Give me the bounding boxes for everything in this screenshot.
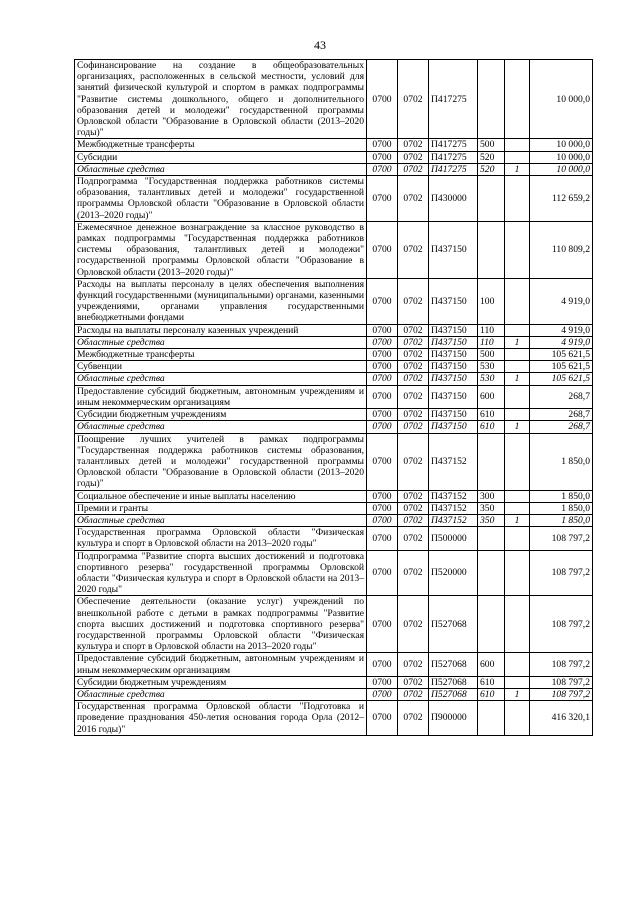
row-section-code: 0700 bbox=[367, 502, 398, 514]
row-subtype bbox=[505, 349, 530, 361]
row-amount: 4 919,0 bbox=[530, 336, 593, 348]
row-subtype bbox=[505, 490, 530, 502]
row-subtype bbox=[505, 433, 530, 490]
row-subtype bbox=[505, 701, 530, 736]
row-section-code: 0700 bbox=[367, 324, 398, 336]
row-amount: 1 850,0 bbox=[530, 514, 593, 526]
row-target-article: П437152 bbox=[429, 433, 478, 490]
row-expense-type bbox=[478, 433, 505, 490]
row-section-code: 0700 bbox=[367, 701, 398, 736]
row-subsection-code: 0702 bbox=[398, 151, 429, 163]
row-expense-type: 610 bbox=[478, 688, 505, 700]
table-row bbox=[75, 701, 593, 736]
row-name: Софинансирование на создание в общеобразовательных организациях, расположенных в сельской местности, условий для занятий физической культурой и спортом в рамках подпрограммы "Развитие системы дошкольного, общего и дополнительного образования детей и молодежи" государственной программы Орловской области "Образование в Орловской области (2013–2020 годы)" bbox=[75, 60, 367, 139]
row-target-article: П437150 bbox=[429, 409, 478, 421]
table-row bbox=[75, 688, 593, 700]
row-name: Подпрограмма "Развитие спорта высших достижений и подготовка спортивного резерва" государственной программы Орловской области "Физическая культура и спорт в Орловской области на 2013–2020 годы" bbox=[75, 550, 367, 596]
row-target-article: П417275 bbox=[429, 139, 478, 151]
budget-table bbox=[74, 59, 593, 736]
row-name: Подпрограмма "Государственная поддержка работников системы образования, талантливых детей и молодежи" государственной программы Орловской области "Образование в Орловской области (2013–2020 годы)" bbox=[75, 176, 367, 222]
row-expense-type: 600 bbox=[478, 653, 505, 676]
row-expense-type: 530 bbox=[478, 373, 505, 385]
page-number: 43 bbox=[314, 38, 326, 52]
row-expense-type: 110 bbox=[478, 336, 505, 348]
row-target-article: П417275 bbox=[429, 60, 478, 139]
row-subtype bbox=[505, 676, 530, 688]
table-row bbox=[75, 676, 593, 688]
row-subsection-code: 0702 bbox=[398, 653, 429, 676]
row-subsection-code: 0702 bbox=[398, 688, 429, 700]
table-row bbox=[75, 596, 593, 653]
row-subtype: 1 bbox=[505, 688, 530, 700]
row-name: Межбюджетные трансферты bbox=[75, 349, 367, 361]
row-subsection-code: 0702 bbox=[398, 596, 429, 653]
row-target-article: П437150 bbox=[429, 361, 478, 373]
row-amount: 1 850,0 bbox=[530, 433, 593, 490]
row-amount: 10 000,0 bbox=[530, 151, 593, 163]
row-target-article: П437152 bbox=[429, 490, 478, 502]
row-name: Государственная программа Орловской области "Подготовка и проведение празднования 450-летия основания города Орла (2012–2016 годы)" bbox=[75, 701, 367, 736]
row-amount: 4 919,0 bbox=[530, 278, 593, 324]
row-amount: 268,7 bbox=[530, 409, 593, 421]
row-target-article: П500000 bbox=[429, 527, 478, 550]
row-target-article: П527068 bbox=[429, 676, 478, 688]
row-expense-type bbox=[478, 60, 505, 139]
row-name: Социальное обеспечение и иные выплаты населению bbox=[75, 490, 367, 502]
row-expense-type: 100 bbox=[478, 278, 505, 324]
table-row bbox=[75, 139, 593, 151]
row-amount: 4 919,0 bbox=[530, 324, 593, 336]
row-subtype bbox=[505, 361, 530, 373]
row-section-code: 0700 bbox=[367, 490, 398, 502]
table-row bbox=[75, 373, 593, 385]
row-subsection-code: 0702 bbox=[398, 701, 429, 736]
row-subsection-code: 0702 bbox=[398, 163, 429, 175]
row-section-code: 0700 bbox=[367, 550, 398, 596]
table-row bbox=[75, 409, 593, 421]
row-section-code: 0700 bbox=[367, 688, 398, 700]
row-expense-type: 610 bbox=[478, 676, 505, 688]
row-target-article: П437150 bbox=[429, 421, 478, 433]
row-amount: 268,7 bbox=[530, 385, 593, 408]
row-expense-type bbox=[478, 550, 505, 596]
row-name: Областные средства bbox=[75, 373, 367, 385]
table-row bbox=[75, 550, 593, 596]
row-section-code: 0700 bbox=[367, 514, 398, 526]
table-row bbox=[75, 176, 593, 222]
row-target-article: П437150 bbox=[429, 373, 478, 385]
table-row bbox=[75, 490, 593, 502]
row-expense-type: 610 bbox=[478, 409, 505, 421]
row-subtype: 1 bbox=[505, 336, 530, 348]
row-target-article: П437152 bbox=[429, 514, 478, 526]
row-section-code: 0700 bbox=[367, 336, 398, 348]
table-row bbox=[75, 60, 593, 139]
row-expense-type: 350 bbox=[478, 502, 505, 514]
row-name: Предоставление субсидий бюджетным, автономным учреждениям и иным некоммерческим организациям bbox=[75, 653, 367, 676]
row-section-code: 0700 bbox=[367, 676, 398, 688]
row-subtype bbox=[505, 139, 530, 151]
row-target-article: П437150 bbox=[429, 221, 478, 278]
table-row bbox=[75, 502, 593, 514]
row-target-article: П527068 bbox=[429, 688, 478, 700]
row-subsection-code: 0702 bbox=[398, 361, 429, 373]
table-row bbox=[75, 527, 593, 550]
row-subsection-code: 0702 bbox=[398, 527, 429, 550]
row-section-code: 0700 bbox=[367, 653, 398, 676]
row-target-article: П437150 bbox=[429, 349, 478, 361]
row-expense-type: 110 bbox=[478, 324, 505, 336]
row-name: Расходы на выплаты персоналу казенных учреждений bbox=[75, 324, 367, 336]
row-expense-type bbox=[478, 527, 505, 550]
row-section-code: 0700 bbox=[367, 139, 398, 151]
row-amount: 1 850,0 bbox=[530, 502, 593, 514]
row-subtype bbox=[505, 324, 530, 336]
row-section-code: 0700 bbox=[367, 151, 398, 163]
row-name: Расходы на выплаты персоналу в целях обеспечения выполнения функций государственными (муниципальными) органами, казенными учреждениями, органами управления государственными внебюджетными фондами bbox=[75, 278, 367, 324]
row-subsection-code: 0702 bbox=[398, 221, 429, 278]
row-expense-type: 520 bbox=[478, 163, 505, 175]
row-subtype bbox=[505, 221, 530, 278]
table-row bbox=[75, 433, 593, 490]
row-expense-type bbox=[478, 176, 505, 222]
row-target-article: П900000 bbox=[429, 701, 478, 736]
row-amount: 10 000,0 bbox=[530, 60, 593, 139]
table-row bbox=[75, 324, 593, 336]
row-section-code: 0700 bbox=[367, 278, 398, 324]
row-section-code: 0700 bbox=[367, 373, 398, 385]
row-section-code: 0700 bbox=[367, 433, 398, 490]
row-subsection-code: 0702 bbox=[398, 676, 429, 688]
table-row bbox=[75, 361, 593, 373]
row-subsection-code: 0702 bbox=[398, 349, 429, 361]
row-subtype bbox=[505, 278, 530, 324]
row-name: Субсидии бюджетным учреждениям bbox=[75, 409, 367, 421]
row-name: Областные средства bbox=[75, 336, 367, 348]
row-subsection-code: 0702 bbox=[398, 336, 429, 348]
row-subtype bbox=[505, 385, 530, 408]
row-subtype: 1 bbox=[505, 514, 530, 526]
row-amount: 1 850,0 bbox=[530, 490, 593, 502]
row-section-code: 0700 bbox=[367, 409, 398, 421]
row-subsection-code: 0702 bbox=[398, 324, 429, 336]
row-expense-type: 600 bbox=[478, 385, 505, 408]
row-target-article: П437152 bbox=[429, 502, 478, 514]
row-subsection-code: 0702 bbox=[398, 60, 429, 139]
row-name: Субсидии bbox=[75, 151, 367, 163]
row-amount: 112 659,2 bbox=[530, 176, 593, 222]
row-section-code: 0700 bbox=[367, 527, 398, 550]
table-row bbox=[75, 221, 593, 278]
row-subtype: 1 bbox=[505, 163, 530, 175]
row-expense-type: 530 bbox=[478, 361, 505, 373]
table-row bbox=[75, 163, 593, 175]
row-subtype bbox=[505, 653, 530, 676]
row-expense-type: 350 bbox=[478, 514, 505, 526]
row-name: Государственная программа Орловской области "Физическая культура и спорт в Орловской области на 2013–2020 годы" bbox=[75, 527, 367, 550]
row-subtype bbox=[505, 596, 530, 653]
row-amount: 105 621,5 bbox=[530, 361, 593, 373]
row-subsection-code: 0702 bbox=[398, 502, 429, 514]
row-amount: 416 320,1 bbox=[530, 701, 593, 736]
row-subsection-code: 0702 bbox=[398, 278, 429, 324]
row-subtype bbox=[505, 502, 530, 514]
row-name: Областные средства bbox=[75, 514, 367, 526]
table-row bbox=[75, 336, 593, 348]
row-amount: 108 797,2 bbox=[530, 596, 593, 653]
table-row bbox=[75, 278, 593, 324]
row-expense-type: 520 bbox=[478, 151, 505, 163]
row-expense-type: 500 bbox=[478, 349, 505, 361]
row-target-article: П527068 bbox=[429, 653, 478, 676]
row-subsection-code: 0702 bbox=[398, 433, 429, 490]
row-amount: 10 000,0 bbox=[530, 139, 593, 151]
row-subsection-code: 0702 bbox=[398, 176, 429, 222]
row-name: Субвенции bbox=[75, 361, 367, 373]
table-row bbox=[75, 151, 593, 163]
row-section-code: 0700 bbox=[367, 361, 398, 373]
row-subsection-code: 0702 bbox=[398, 385, 429, 408]
table-row bbox=[75, 653, 593, 676]
row-amount: 105 621,5 bbox=[530, 373, 593, 385]
row-name: Предоставление субсидий бюджетным, автономным учреждениям и иным некоммерческим организациям bbox=[75, 385, 367, 408]
row-subtype bbox=[505, 60, 530, 139]
row-expense-type: 300 bbox=[478, 490, 505, 502]
row-amount: 10 000,0 bbox=[530, 163, 593, 175]
table-row bbox=[75, 514, 593, 526]
table-row bbox=[75, 385, 593, 408]
row-target-article: П417275 bbox=[429, 163, 478, 175]
row-name: Межбюджетные трансферты bbox=[75, 139, 367, 151]
row-expense-type bbox=[478, 701, 505, 736]
row-expense-type: 610 bbox=[478, 421, 505, 433]
row-amount: 108 797,2 bbox=[530, 550, 593, 596]
row-name: Субсидии бюджетным учреждениям bbox=[75, 676, 367, 688]
row-subtype: 1 bbox=[505, 373, 530, 385]
row-section-code: 0700 bbox=[367, 385, 398, 408]
row-subsection-code: 0702 bbox=[398, 421, 429, 433]
row-subtype: 1 bbox=[505, 421, 530, 433]
row-name: Обеспечение деятельности (оказание услуг) учреждений по внешкольной работе с детьми в рамках подпрограммы "Развитие спорта высших достижений и подготовка спортивного резерва" государственной программы Орловской области "Физическая культура и спорт в Орловской области на 2013–2020 годы" bbox=[75, 596, 367, 653]
row-name: Областные средства bbox=[75, 688, 367, 700]
row-subtype bbox=[505, 550, 530, 596]
row-subtype bbox=[505, 176, 530, 222]
row-amount: 108 797,2 bbox=[530, 527, 593, 550]
row-subsection-code: 0702 bbox=[398, 139, 429, 151]
row-target-article: П437150 bbox=[429, 278, 478, 324]
table-row bbox=[75, 421, 593, 433]
row-section-code: 0700 bbox=[367, 176, 398, 222]
row-name: Премии и гранты bbox=[75, 502, 367, 514]
row-expense-type bbox=[478, 596, 505, 653]
row-subtype bbox=[505, 409, 530, 421]
row-subtype bbox=[505, 151, 530, 163]
row-subtype bbox=[505, 527, 530, 550]
row-section-code: 0700 bbox=[367, 163, 398, 175]
row-subsection-code: 0702 bbox=[398, 409, 429, 421]
row-target-article: П527068 bbox=[429, 596, 478, 653]
row-amount: 108 797,2 bbox=[530, 653, 593, 676]
row-amount: 108 797,2 bbox=[530, 676, 593, 688]
row-target-article: П520000 bbox=[429, 550, 478, 596]
row-name: Областные средства bbox=[75, 163, 367, 175]
row-amount: 110 809,2 bbox=[530, 221, 593, 278]
row-subsection-code: 0702 bbox=[398, 373, 429, 385]
row-amount: 105 621,5 bbox=[530, 349, 593, 361]
row-section-code: 0700 bbox=[367, 421, 398, 433]
row-target-article: П437150 bbox=[429, 324, 478, 336]
row-name: Областные средства bbox=[75, 421, 367, 433]
row-section-code: 0700 bbox=[367, 596, 398, 653]
row-subsection-code: 0702 bbox=[398, 490, 429, 502]
row-name: Ежемесячное денежное вознаграждение за классное руководство в рамках подпрограммы "Государственная поддержка работников системы образования, талантливых детей и молодежи" государственной программы Орловской области "Образование в Орловской области (2013–2020 годы)" bbox=[75, 221, 367, 278]
row-section-code: 0700 bbox=[367, 349, 398, 361]
row-target-article: П430000 bbox=[429, 176, 478, 222]
row-target-article: П437150 bbox=[429, 385, 478, 408]
row-target-article: П417275 bbox=[429, 151, 478, 163]
row-section-code: 0700 bbox=[367, 221, 398, 278]
row-amount: 108 797,2 bbox=[530, 688, 593, 700]
row-subsection-code: 0702 bbox=[398, 550, 429, 596]
row-subsection-code: 0702 bbox=[398, 514, 429, 526]
row-expense-type: 500 bbox=[478, 139, 505, 151]
row-expense-type bbox=[478, 221, 505, 278]
table-row bbox=[75, 349, 593, 361]
row-name: Поощрение лучших учителей в рамках подпрограммы "Государственная поддержка работников системы образования, талантливых детей и молодежи" государственной программы Орловской области "Образование в Орловской области (2013–2020 годы)" bbox=[75, 433, 367, 490]
row-section-code: 0700 bbox=[367, 60, 398, 139]
row-target-article: П437150 bbox=[429, 336, 478, 348]
row-amount: 268,7 bbox=[530, 421, 593, 433]
